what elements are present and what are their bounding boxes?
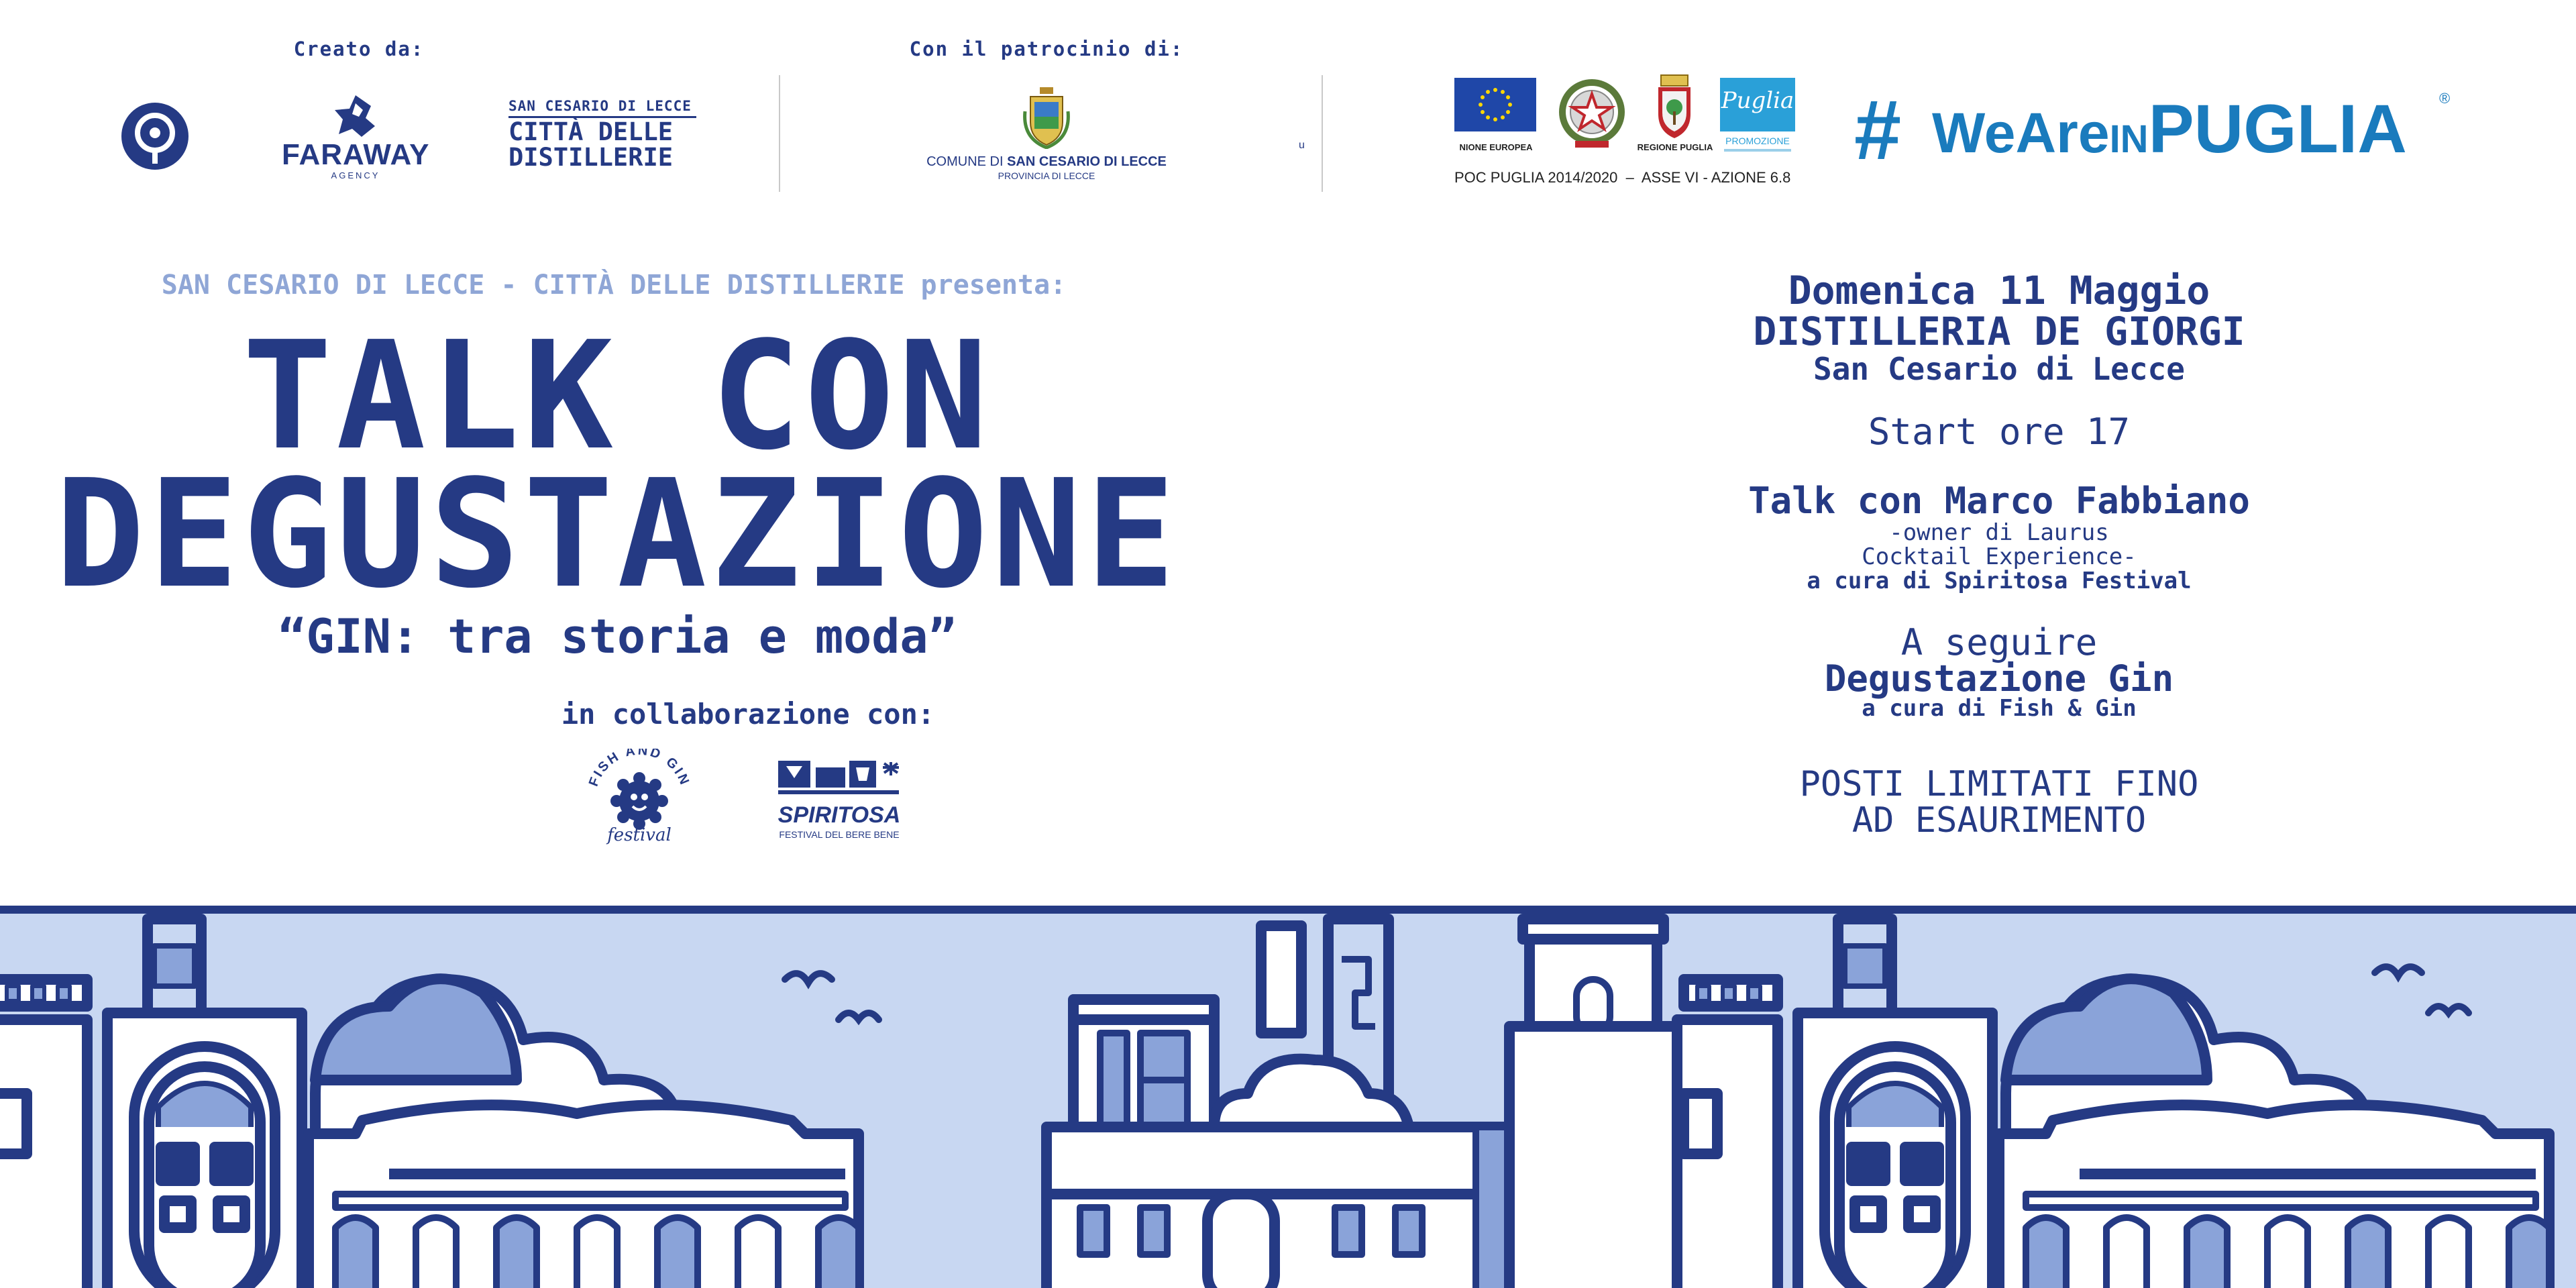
- event-start: Start ore 17: [1868, 411, 2131, 453]
- faraway-name: FARAWAY: [282, 138, 430, 171]
- comune-name-line: COMUNE DI SAN CESARIO DI LECCE: [926, 154, 1167, 169]
- hashtag-hash: #: [1854, 83, 1902, 177]
- event-date: Domenica 11 Maggio: [1788, 268, 2210, 313]
- comune-province: PROVINCIA DI LECCE: [998, 170, 1095, 181]
- italy-emblem-icon: [1555, 75, 1629, 153]
- promozione-tagline-line: [1724, 149, 1791, 152]
- poc-text: POC PUGLIA 2014/2020 – ASSE VI - AZIONE 6.8: [1454, 169, 1791, 186]
- regione-label: REGIONE PUGLIA: [1637, 142, 1713, 152]
- faraway-sub: AGENCY: [331, 170, 380, 180]
- hashtag-registered: ®: [2439, 90, 2451, 107]
- promozione-label: PROMOZIONE: [1725, 136, 1790, 146]
- collaboration-label: in collaborazione con:: [561, 698, 935, 731]
- comune-crest-icon: [1020, 85, 1073, 149]
- spiritosa-icons-icon: [775, 758, 903, 805]
- fish-and-gin-logo: [582, 749, 696, 849]
- limited-seats-line-1: POSTI LIMITATI FINO: [1799, 764, 2199, 804]
- divider-2: [1322, 75, 1323, 192]
- event-details: [1637, 270, 2361, 839]
- comune-logo: [926, 85, 1167, 185]
- created-by-label: Creato da:: [293, 38, 425, 60]
- fish-gin-arc-text: FISH AND GIN: [586, 749, 693, 789]
- citta-logo-line2: CITTÀ DELLE: [508, 117, 674, 146]
- spiritosa-name: SPIRITOSA: [777, 802, 901, 828]
- fish-gin-bottom: festival: [607, 825, 672, 845]
- event-venue: DISTILLERIA DE GIORGI: [1753, 309, 2245, 354]
- town-skyline-illustration-icon: [0, 906, 2576, 1288]
- talk-role-2: Cocktail Experience-: [1862, 543, 2137, 570]
- subtitle: “GIN: tra storia e moda”: [278, 609, 957, 664]
- creator-circle-logo-icon: [121, 102, 189, 170]
- spiritosa-sub: FESTIVAL DEL BERE BENE: [779, 829, 900, 840]
- spiritosa-logo: [775, 758, 903, 845]
- citta-distillerie-logo: [508, 98, 696, 170]
- follow-label: A seguire: [1900, 621, 2098, 663]
- regione-puglia-crest-icon: [1654, 74, 1695, 141]
- puglia-promozione-badge: [1720, 78, 1795, 131]
- tasting-curator: a cura di Fish & Gin: [1862, 695, 2137, 722]
- talk-title: Talk con Marco Fabbiano: [1748, 480, 2250, 522]
- faraway-agency-logo: [282, 94, 429, 181]
- puglia-logo-text: Puglia: [1721, 87, 1794, 114]
- talk-role-1: -owner di Laurus: [1889, 519, 2109, 546]
- presenter-line: SAN CESARIO DI LECCE - CITTÀ DELLE DISTILLERIE presenta:: [161, 270, 1067, 301]
- citta-logo-line1: SAN CESARIO DI LECCE: [508, 98, 696, 118]
- small-mark: u: [1299, 140, 1305, 151]
- title-line-2: DEGUSTAZIONE: [55, 448, 1179, 621]
- eu-flag-icon: [1454, 78, 1536, 131]
- patronage-label: Con il patrocinio di:: [909, 38, 1184, 60]
- divider-1: [779, 75, 780, 192]
- event-town: San Cesario di Lecce: [1813, 351, 2185, 387]
- hashtag-weareinpuglia: WeAreINPUGLIA: [1932, 91, 2407, 167]
- talk-curator: a cura di Spiritosa Festival: [1807, 568, 2192, 594]
- citta-logo-line3: DISTILLERIE: [508, 143, 674, 172]
- tasting-title: Degustazione Gin: [1824, 657, 2174, 700]
- title-line-1: TALK CON: [242, 310, 992, 483]
- fish-gin-flower-icon: [610, 772, 668, 830]
- limited-seats-line-2: AD ESAURIMENTO: [1851, 800, 2147, 841]
- faraway-mark-icon: [332, 94, 379, 138]
- eu-label: NIONE EUROPEA: [1459, 142, 1533, 152]
